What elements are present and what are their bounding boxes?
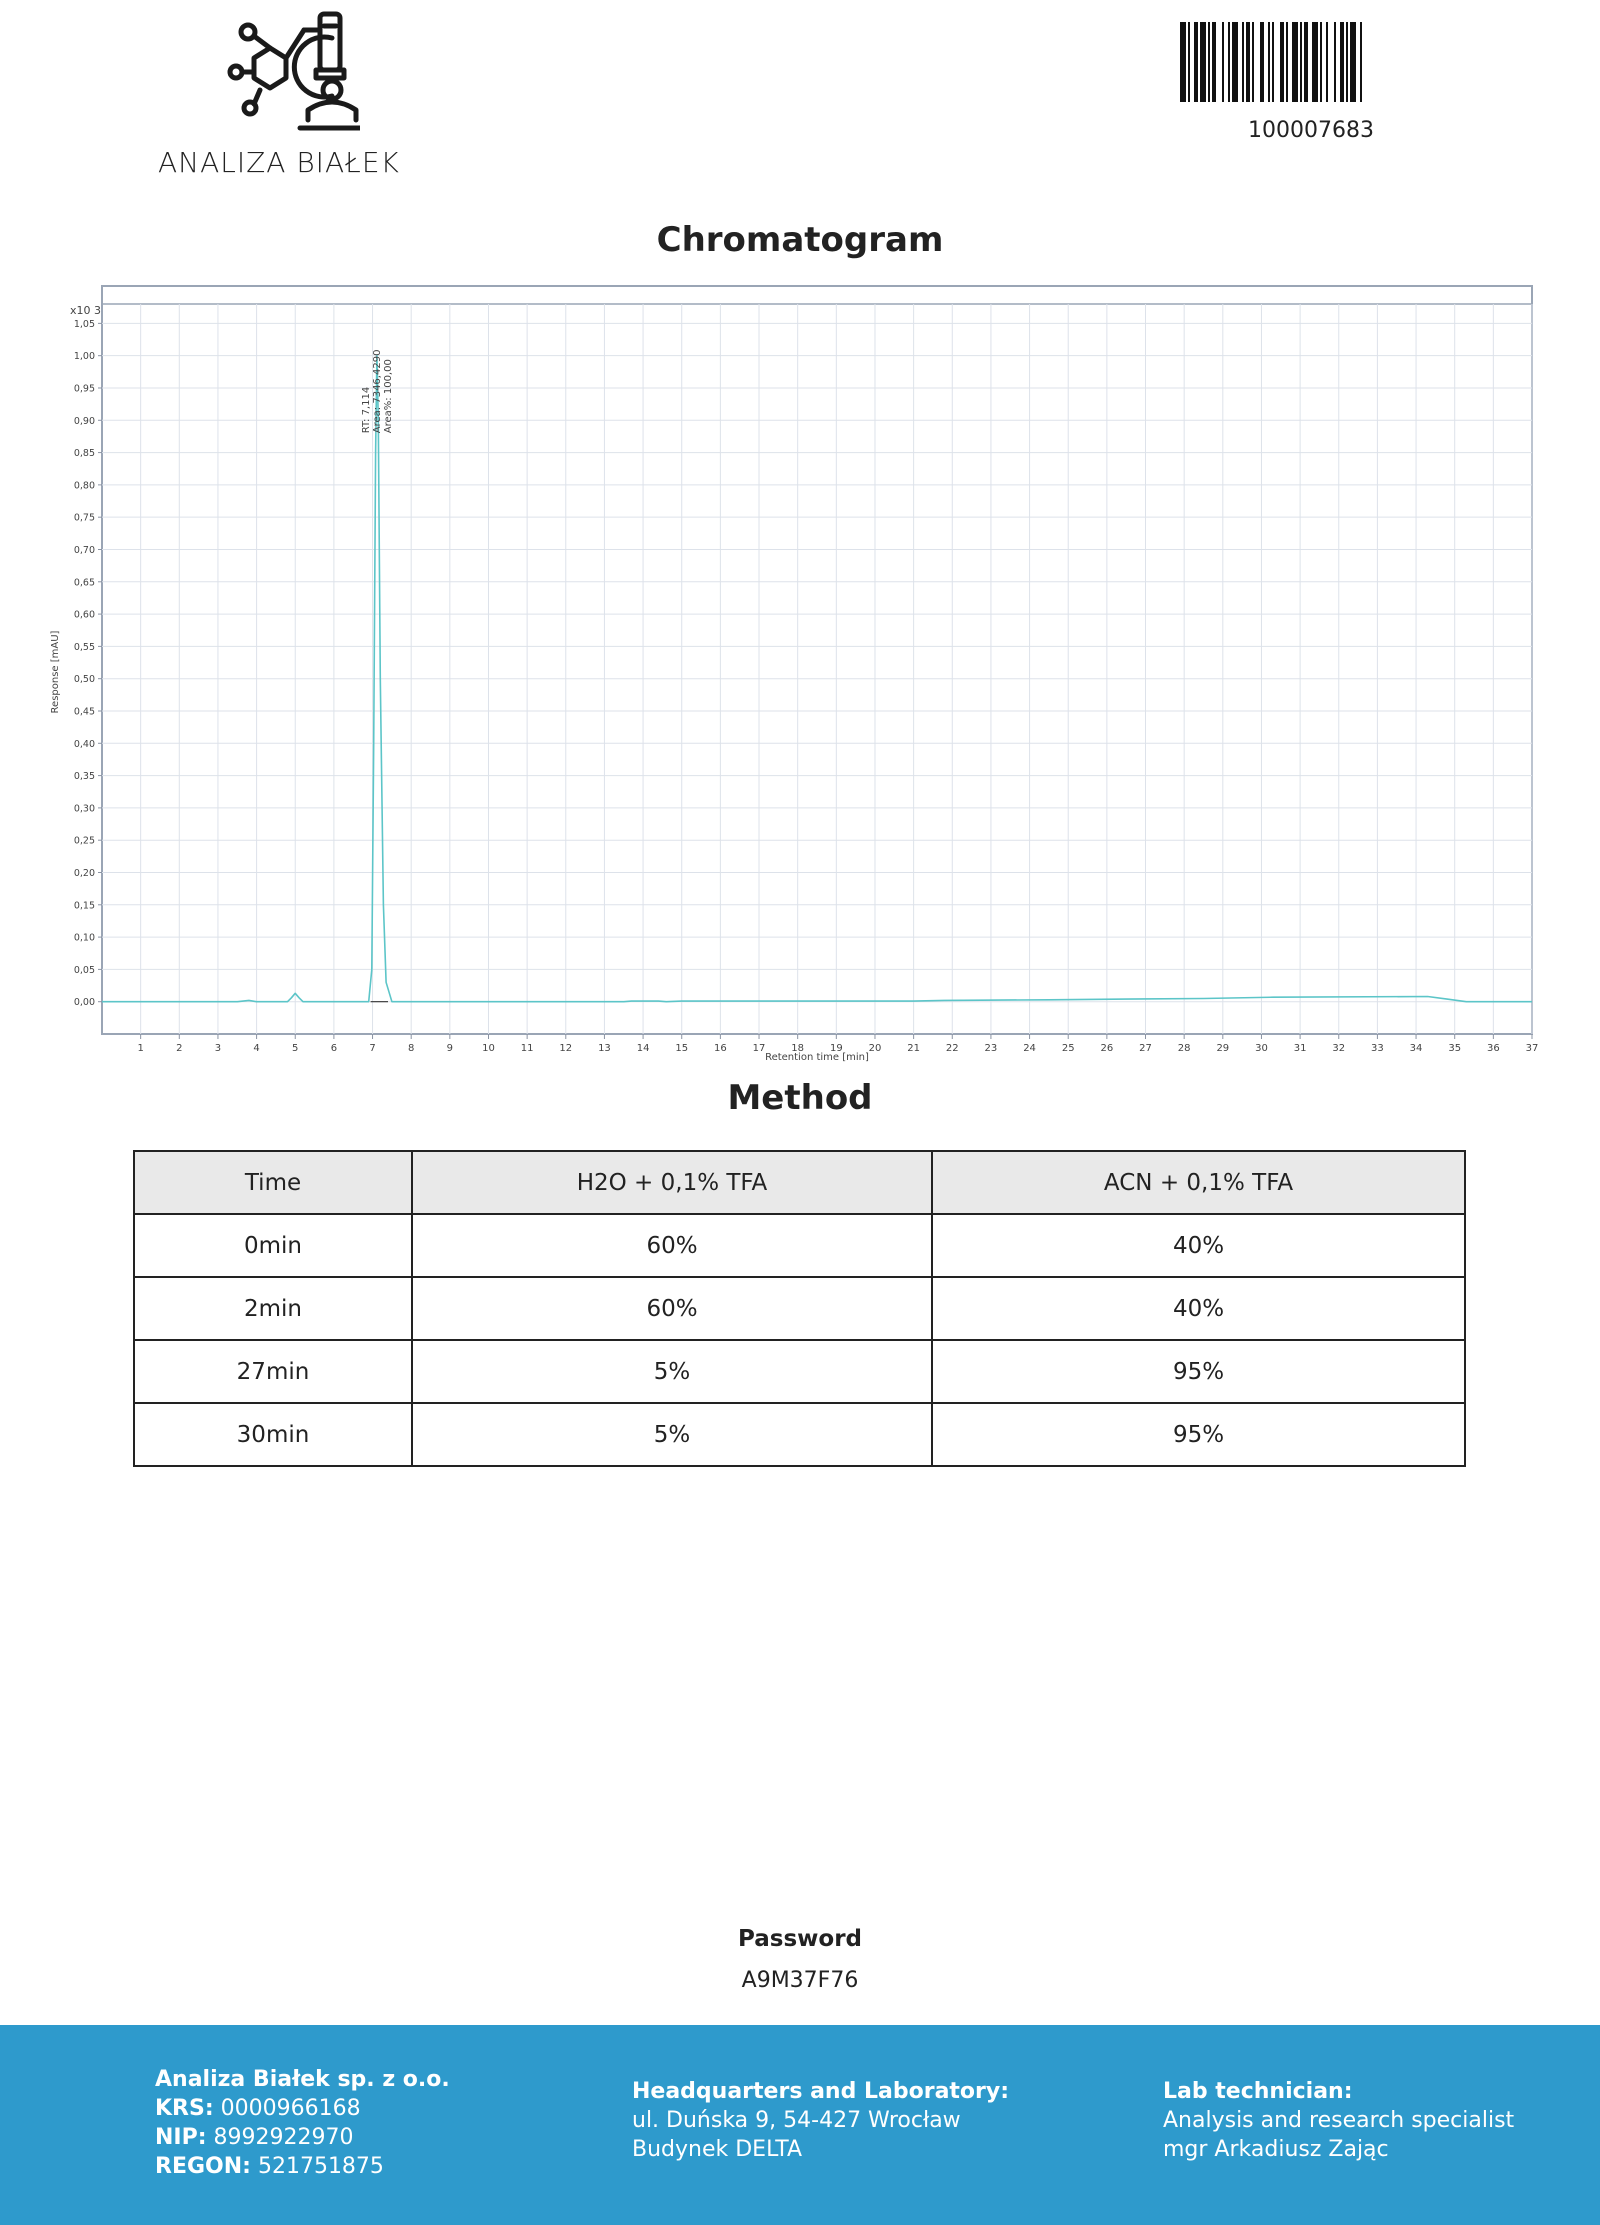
header-time: Time (134, 1151, 412, 1214)
barcode-bar (1326, 22, 1328, 102)
x-tick-label: 24 (1023, 1043, 1036, 1054)
cell-time: 27min (134, 1340, 412, 1403)
barcode-bar (1360, 22, 1362, 102)
chromatogram-svg (40, 282, 1540, 1062)
table-row (134, 1403, 1465, 1466)
x-tick-label: 27 (1139, 1043, 1152, 1054)
x-tick-label: 17 (752, 1043, 766, 1054)
barcode-bar (1228, 22, 1230, 102)
regon-value: 521751875 (257, 2154, 384, 2179)
x-tick-label: 14 (636, 1043, 650, 1054)
y-tick-label: 0,20 (73, 867, 95, 879)
barcode-bar (1242, 22, 1244, 102)
cell-h2o: 5% (412, 1403, 932, 1466)
y-tick-label: 0,40 (73, 738, 95, 750)
x-tick-label: 15 (675, 1043, 689, 1054)
footer (0, 2025, 1600, 2225)
barcode-number: 100007683 (1248, 118, 1374, 143)
nip-label: NIP: (155, 2125, 207, 2150)
barcode-bar (1222, 22, 1224, 102)
password-label: Password (738, 1926, 862, 1952)
barcode (1180, 22, 1442, 102)
x-tick-label: 26 (1100, 1043, 1114, 1054)
barcode-bar (1286, 22, 1288, 102)
y-axis-label: Response [mAU] (50, 630, 61, 714)
x-tick-label: 23 (984, 1043, 998, 1054)
peak-annotation-line: Area%: 100,00 (382, 359, 394, 434)
x-tick-label: 6 (330, 1043, 338, 1054)
tech-title: Lab technician: (1163, 2079, 1353, 2104)
y-tick-label: 0,25 (73, 835, 95, 847)
barcode-bar (1272, 22, 1274, 102)
x-tick-label: 3 (214, 1043, 222, 1054)
cell-time: 2min (134, 1277, 412, 1340)
barcode-bar (1246, 22, 1250, 102)
barcode-bar (1350, 22, 1356, 102)
x-tick-label: 28 (1177, 1043, 1191, 1054)
krs-label: KRS: (155, 2096, 214, 2121)
password-value: A9M37F76 (741, 1968, 859, 1993)
barcode-bar (1340, 22, 1344, 102)
barcode-bar (1304, 22, 1308, 102)
x-tick-label: 33 (1371, 1043, 1384, 1054)
x-tick-label: 19 (829, 1043, 843, 1054)
cell-h2o: 5% (412, 1340, 932, 1403)
barcode-bar (1334, 22, 1336, 102)
barcode-bar (1208, 22, 1210, 102)
x-tick-label: 12 (559, 1043, 573, 1054)
x-tick-label: 5 (292, 1043, 299, 1054)
cell-acn: 40% (932, 1214, 1465, 1277)
x-tick-label: 13 (598, 1043, 611, 1054)
nip-value: 8992922970 (213, 2125, 354, 2150)
y-tick-label: 0,15 (73, 900, 95, 912)
cell-time: 30min (134, 1403, 412, 1466)
y-tick-label: 0,30 (73, 803, 95, 815)
cell-acn: 40% (932, 1277, 1465, 1340)
y-tick-label: 0,65 (73, 577, 95, 589)
barcode-bar (1188, 22, 1190, 102)
method-title: Method (727, 1078, 873, 1118)
x-tick-label: 29 (1216, 1043, 1230, 1054)
x-tick-label: 22 (945, 1043, 959, 1054)
footer-headquarters (632, 2077, 1009, 2164)
x-tick-label: 4 (253, 1043, 260, 1054)
x-tick-label: 11 (520, 1043, 534, 1054)
y-tick-label: 0,05 (73, 964, 95, 976)
krs-value: 0000966168 (220, 2096, 361, 2121)
hq-title: Headquarters and Laboratory: (632, 2079, 1010, 2104)
barcode-bar (1320, 22, 1322, 102)
y-tick-label: 0,55 (73, 641, 95, 653)
barcode-bar (1194, 22, 1198, 102)
y-tick-label: 0,45 (73, 706, 95, 718)
peak-annotation-line: RT: 7,114 (360, 386, 372, 434)
barcode-bar (1268, 22, 1270, 102)
y-tick-label: 0,00 (73, 997, 95, 1009)
company-logo (150, 10, 430, 180)
peak-annotation-line: Area: 7346,4290 (371, 349, 383, 434)
x-tick-label: 34 (1409, 1043, 1423, 1054)
tech-name: mgr Arkadiusz Zając (1163, 2137, 1389, 2162)
cell-h2o: 60% (412, 1214, 932, 1277)
y-tick-label: 0,35 (73, 771, 95, 783)
y-multiplier-label: x10 3 (70, 304, 102, 317)
y-tick-label: 0,60 (73, 609, 95, 621)
x-tick-label: 25 (1061, 1043, 1075, 1054)
barcode-bar (1346, 22, 1348, 102)
footer-lab-technician (1163, 2077, 1514, 2164)
x-tick-label: 10 (482, 1043, 495, 1054)
table-row (134, 1214, 1465, 1277)
barcode-bar (1280, 22, 1284, 102)
y-tick-label: 1,00 (73, 351, 95, 363)
barcode-bar (1252, 22, 1254, 102)
molecule-microscope-icon (220, 10, 360, 140)
x-tick-label: 36 (1486, 1043, 1500, 1054)
y-tick-label: 1,05 (73, 318, 95, 330)
barcode-bar (1180, 22, 1186, 102)
cell-acn: 95% (932, 1403, 1465, 1466)
cell-time: 0min (134, 1214, 412, 1277)
x-tick-label: 35 (1448, 1043, 1462, 1054)
x-tick-label: 2 (176, 1043, 183, 1054)
company-name: Analiza Białek sp. z o.o. (155, 2067, 450, 2092)
x-tick-label: 16 (714, 1043, 727, 1054)
x-tick-label: 7 (369, 1043, 376, 1054)
footer-company-info (155, 2065, 450, 2181)
y-tick-label: 0,75 (73, 512, 95, 524)
regon-label: REGON: (155, 2154, 251, 2179)
y-tick-label: 0,80 (73, 480, 95, 492)
cell-h2o: 60% (412, 1277, 932, 1340)
tech-role: Analysis and research specialist (1163, 2108, 1515, 2133)
hq-address: ul. Duńska 9, 54-427 Wrocław (632, 2108, 961, 2133)
y-tick-label: 0,50 (73, 674, 95, 686)
y-tick-label: 0,10 (73, 932, 95, 944)
x-tick-label: 20 (868, 1043, 882, 1054)
cell-acn: 95% (932, 1340, 1465, 1403)
barcode-bar (1200, 22, 1206, 102)
hq-building: Budynek DELTA (632, 2137, 803, 2162)
y-tick-label: 0,90 (73, 415, 95, 427)
y-tick-label: 0,85 (73, 448, 95, 460)
barcode-bar (1300, 22, 1302, 102)
plot-frame (102, 286, 1532, 1034)
barcode-bar (1232, 22, 1238, 102)
table-row (134, 1340, 1465, 1403)
table-row (134, 1277, 1465, 1340)
chromatogram-title: Chromatogram (656, 220, 944, 260)
header-acn: ACN + 0,1% TFA (932, 1151, 1465, 1214)
x-tick-label: 30 (1255, 1043, 1268, 1054)
x-tick-label: 9 (446, 1043, 454, 1054)
barcode-bar (1312, 22, 1318, 102)
x-tick-label: 8 (408, 1043, 415, 1054)
method-table (133, 1150, 1466, 1467)
barcode-bar (1292, 22, 1298, 102)
x-tick-label: 37 (1525, 1043, 1539, 1054)
barcode-bar (1260, 22, 1264, 102)
chromatogram-chart (40, 282, 1540, 1062)
y-tick-label: 0,70 (73, 544, 95, 556)
x-tick-label: 31 (1293, 1043, 1307, 1054)
y-tick-label: 0,95 (73, 383, 95, 395)
method-header-row (134, 1151, 1465, 1214)
x-tick-label: 21 (907, 1043, 920, 1054)
x-tick-label: 1 (137, 1043, 144, 1054)
x-axis-label: Retention time [min] (765, 1052, 869, 1062)
logo-text: ANALIZA BIAŁEK (158, 146, 400, 179)
x-tick-label: 18 (791, 1043, 805, 1054)
barcode-bar (1212, 22, 1216, 102)
x-tick-label: 32 (1332, 1043, 1346, 1054)
header-h2o: H2O + 0,1% TFA (412, 1151, 932, 1214)
